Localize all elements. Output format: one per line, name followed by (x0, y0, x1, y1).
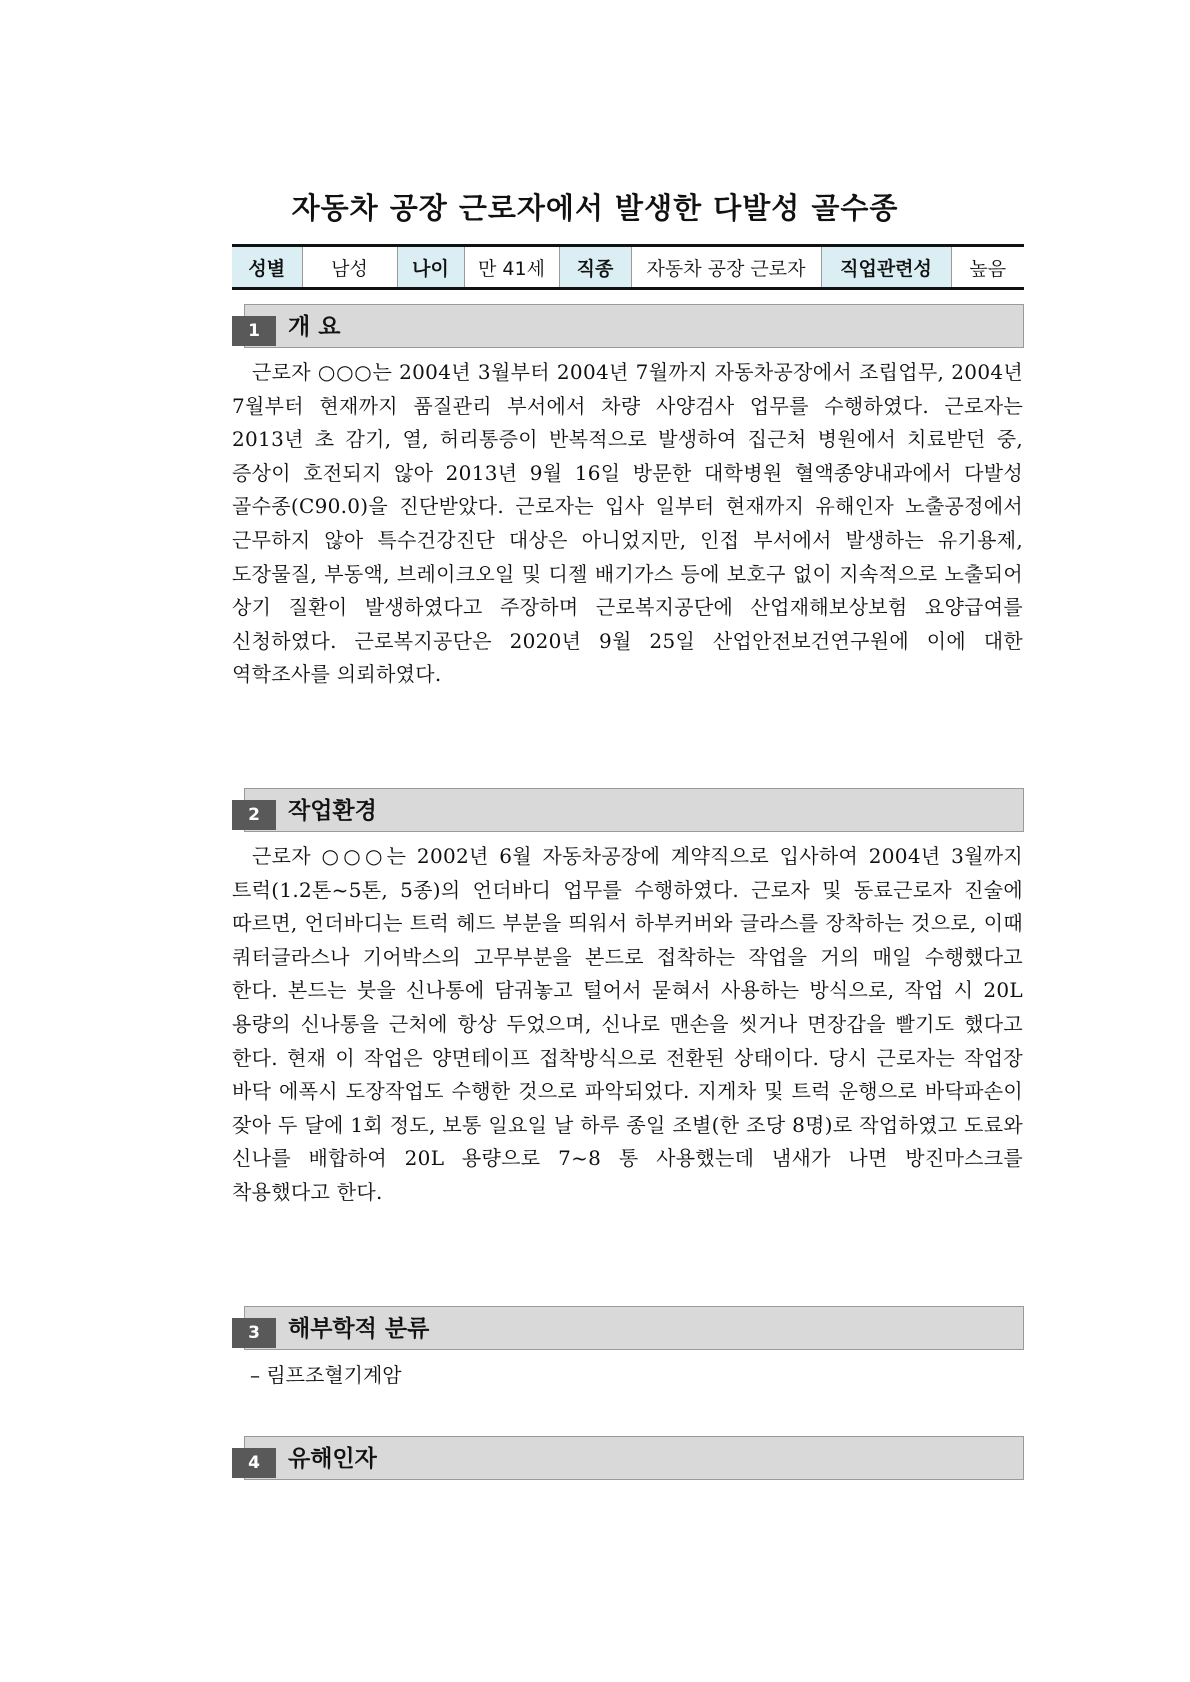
job-label: 직종 (559, 246, 631, 289)
section-title: 작업환경 (288, 798, 377, 824)
section-header-bar (244, 304, 1024, 348)
relevance-label: 직업관련성 (821, 246, 951, 289)
section-number: 2 (232, 800, 276, 830)
section-title: 해부학적 분류 (288, 1316, 430, 1342)
section-number: 3 (232, 1318, 276, 1348)
section-4-header (232, 1436, 1024, 1480)
relevance-value: 높음 (951, 246, 1024, 289)
section-number: 4 (232, 1448, 276, 1478)
age-value: 만 41세 (464, 246, 559, 289)
document-title: 자동차 공장 근로자에서 발생한 다발성 골수종 (291, 191, 899, 225)
section-2-header (232, 788, 1024, 832)
section-3-header (232, 1306, 1024, 1350)
section-1-header (232, 304, 1024, 348)
section-2-body: 근로자 ○○○는 2002년 6월 자동차공장에 계약직으로 입사하여 2004년 3월까지 트럭(1.2톤~5톤, 5종)의 언더바디 업무를 수행하였다. 근로자 및 동료근로자 진술에 따르면, 언더바디는 트럭 헤드 부분을 띄워서 하부커버와 글라스를 장착하는 것으로, 이때 쿼터글라스나 기어박스의 고무부분을 본드로 접착하는 작업을 거의 매일 수행했다고 한다. 본드는 붓을 신나통에 담궈놓고 털어서 묻혀서 사용하는 방식으로, 작업 시 20L 용량의 신나통을 근처에 항상 두었으며, 신나로 맨손을 씻거나 면장갑을 빨기도 했다고 한다. 현재 이 작업은 양면테이프 접착방식으로 전환된 상태이다. 당시 근로자는 작업장 바닥 에폭시 도장작업도 수행한 것으로 파악되었다. 지게차 및 트럭 운행으로 바닥파손이 잦아 두 달에 1회 정도, 보통 일요일 날 하루 종일 조별(한 조당 8명)로 작업하였고 도료와 신나를 배합하여 20L 용량으로 7~8 통 사용했는데 냄새가 나면 방진마스크를 착용했다고 한다. (232, 844, 1023, 1204)
job-value: 자동차 공장 근로자 (631, 246, 821, 289)
gender-label: 성별 (232, 246, 302, 289)
age-label: 나이 (397, 246, 464, 289)
section-1-body: 근로자 ○○○는 2004년 3월부터 2004년 7월까지 자동차공장에서 조립업무, 2004년 7월부터 현재까지 품질관리 부서에서 차량 사양검사 업무를 수행하였다. 근로자는 2013년 초 감기, 열, 허리통증이 반복적으로 발생하여 집근처 병원에서 치료받던 중, 증상이 호전되지 않아 2013년 9월 16일 방문한 대학병원 혈액종양내과에서 다발성 골수종(C90.0)을 진단받았다. 근로자는 입사 일부터 현재까지 유해인자 노출공정에서 근무하지 않아 특수건강진단 대상은 아니었지만, 인접 부서에서 발생하는 유기용제, 도장물질, 부동액, 브레이크오일 및 디젤 배기가스 등에 보호구 없이 지속적으로 노출되어 상기 질환이 발생하였다고 주장하며 근로복지공단에 산업재해보상보험 요양급여를 신청하였다. 근로복지공단은 2020년 9월 25일 산업안전보건연구원에 이에 대한 역학조사를 의뢰하였다. (232, 360, 1023, 687)
section-number: 1 (232, 316, 276, 346)
gender-value: 남성 (302, 246, 397, 289)
case-info-row (232, 246, 1024, 289)
anatomical-classification-item: – 림프조혈기계암 (250, 1363, 402, 1387)
section-title: 개 요 (288, 314, 341, 340)
section-title: 유해인자 (288, 1446, 377, 1472)
case-info-table (232, 244, 1024, 290)
